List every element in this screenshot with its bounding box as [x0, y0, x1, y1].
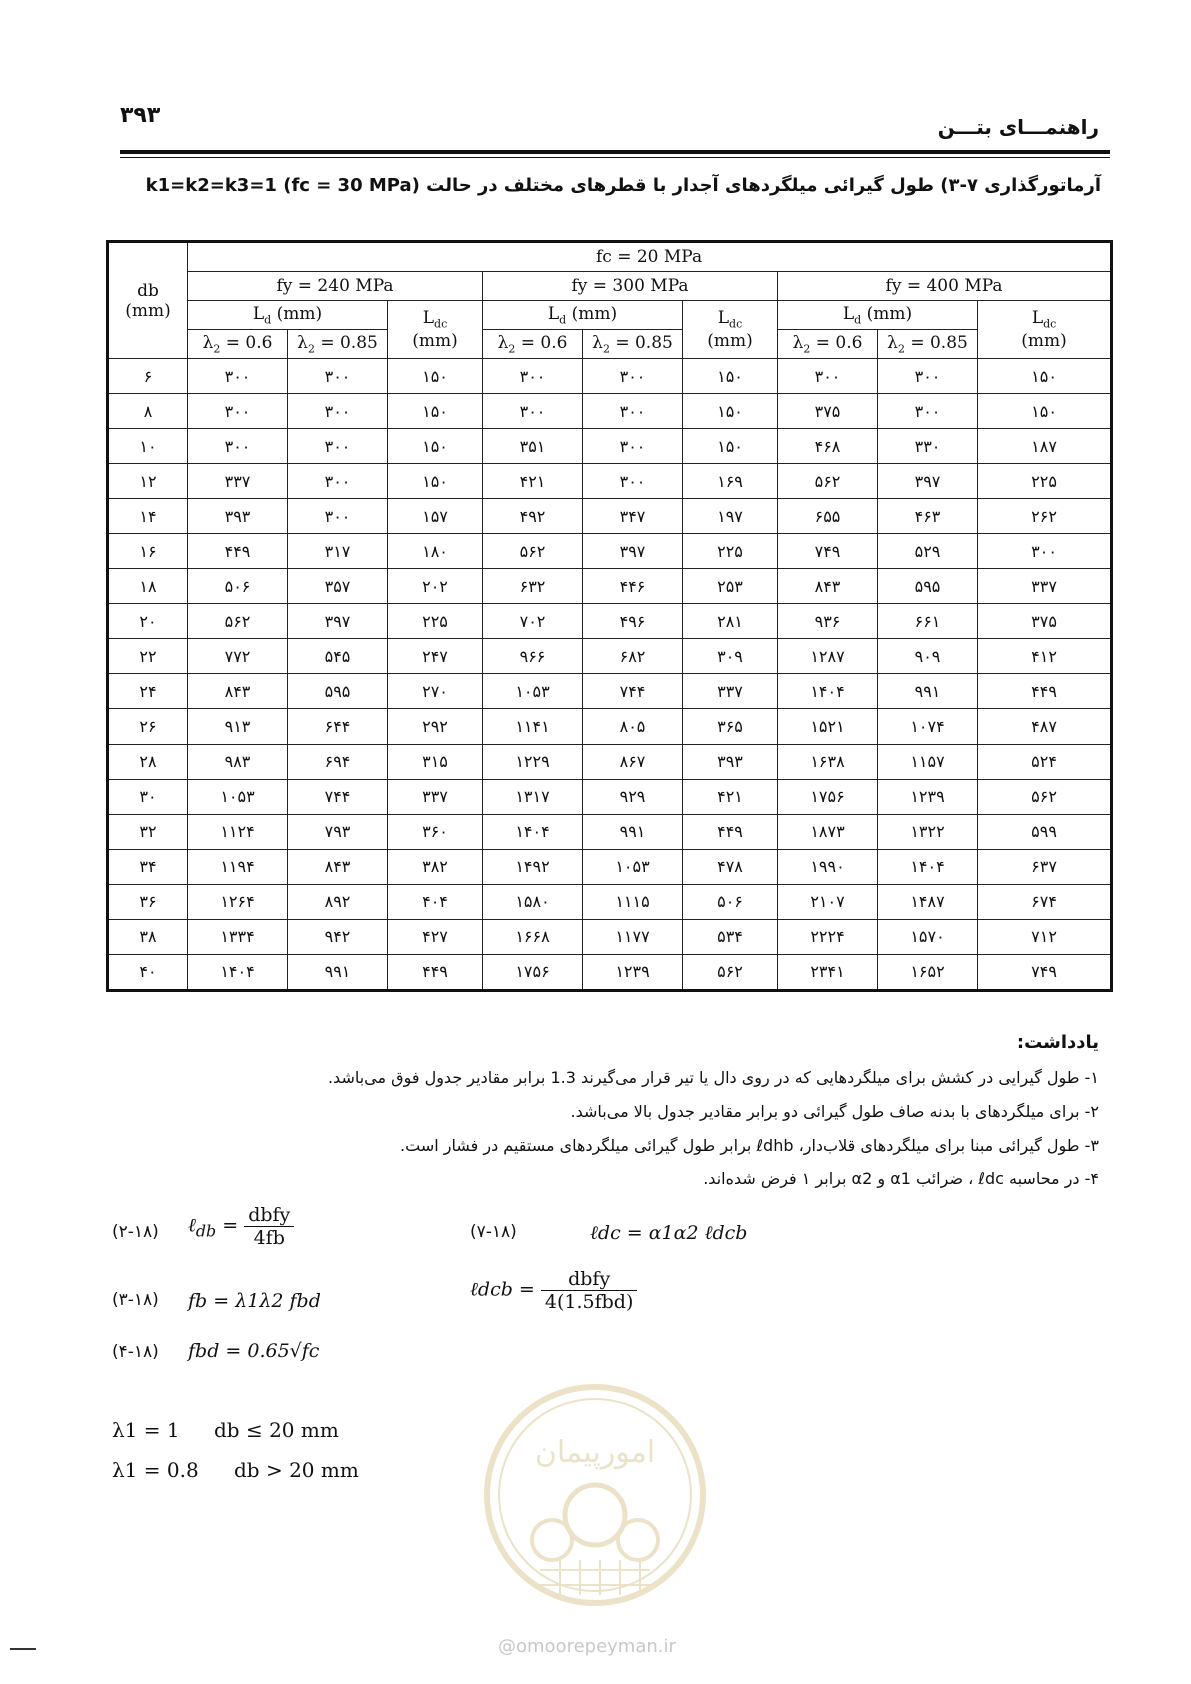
table-cell: ۳۰۰ [583, 394, 683, 429]
table-cell: ۳۳۷ [188, 464, 288, 499]
table-cell: ۳۰۰ [288, 429, 388, 464]
table-cell: ۱۷۵۶ [483, 954, 583, 990]
table-cell: ۴۸۷ [978, 709, 1112, 744]
watermark-url: @omoorepeyman.ir [498, 1636, 676, 1657]
db-cell: ۳۲ [108, 814, 188, 849]
table-cell: ۲۲۵ [683, 534, 778, 569]
table-cell: ۱۶۵۲ [878, 954, 978, 990]
table-cell: ۳۳۷ [683, 674, 778, 709]
table-cell: ۵۰۶ [683, 884, 778, 919]
table-cell: ۱۳۲۲ [878, 814, 978, 849]
table-cell: ۳۹۳ [683, 744, 778, 779]
ldc-header-2: $L_{dc}$ (mm) [683, 301, 778, 359]
table-cell: ۱۰۵۳ [483, 674, 583, 709]
table-row [108, 429, 1112, 464]
table-cell: ۳۹۷ [288, 604, 388, 639]
table-cell: ۸۴۳ [188, 674, 288, 709]
table-cell: ۳۱۵ [388, 744, 483, 779]
table-cell: ۵۲۹ [878, 534, 978, 569]
table-cell: ۳۰۰ [188, 429, 288, 464]
page-number: ۳۹۳ [120, 103, 161, 128]
table-row [108, 499, 1112, 534]
table-cell: ۴۴۹ [388, 954, 483, 990]
table-cell: ۲۵۳ [683, 569, 778, 604]
eq-dcb-fraction [541, 1268, 638, 1313]
table-cell: ۲۲۵ [978, 464, 1112, 499]
eq-2-18-lhs: ℓ [188, 1214, 196, 1237]
table-cell: ۱۵۰ [978, 359, 1112, 394]
table-cell: ۱۱۵۷ [878, 744, 978, 779]
table-row [108, 359, 1112, 394]
db-unit: (mm) [125, 300, 171, 321]
table-cell: ۱۵۰ [978, 394, 1112, 429]
table-cell: ۱۴۹۲ [483, 849, 583, 884]
table-body [108, 359, 1112, 991]
table-cell: ۱۸۷ [978, 429, 1112, 464]
table-cell: ۲۶۲ [978, 499, 1112, 534]
table-cell: ۱۵۷۰ [878, 919, 978, 954]
table-cell: ۱۵۸۰ [483, 884, 583, 919]
table-cell: ۲۷۰ [388, 674, 483, 709]
note-4: ۴- در محاسبه ℓdc ، ضرائب α1 و α2 برابر ۱ فرض شده‌اند. [703, 1169, 1099, 1188]
table-cell: ۳۰۰ [188, 394, 288, 429]
table-cell: ۹۶۶ [483, 639, 583, 674]
fy-header-3: fy = 400 MPa [778, 272, 1112, 301]
note-2: ۲- برای میلگردهای با بدنه صاف طول گیرائی دو برابر مقادیر جدول بالا می‌باشد. [570, 1102, 1099, 1121]
ld-header-3: $L_d$ (mm) [778, 301, 978, 330]
table-cell: ۳۹۷ [878, 464, 978, 499]
table-cell: ۳۰۰ [878, 359, 978, 394]
table-cell: ۳۳۷ [388, 779, 483, 814]
db-cell: ۴۰ [108, 954, 188, 990]
table-caption [146, 175, 1101, 196]
table-cell: ۶۶۱ [878, 604, 978, 639]
table-cell: ۷۴۹ [978, 954, 1112, 990]
table-cell: ۸۴۳ [778, 569, 878, 604]
table-cell: ۲۲۵ [388, 604, 483, 639]
table-cell: ۱۴۰۴ [878, 849, 978, 884]
caption-main: آرماتورگذاری ۷-۳) طول گیرائی میلگردهای آجدار با قطرهای مختلف در حالت k1=k2=k3=1 [145, 175, 1101, 196]
lambda-header-3-2: $\lambda_2 = 0.85$ [878, 330, 978, 359]
table-cell: ۶۳۷ [978, 849, 1112, 884]
table-row [108, 464, 1112, 499]
table-cell: ۳۳۰ [878, 429, 978, 464]
eq-7-18-number: (۷-۱۸) [470, 1222, 517, 1242]
lambda-header-3-1: $\lambda_2 = 0.6$ [778, 330, 878, 359]
db-cell: ۲۶ [108, 709, 188, 744]
table-cell: ۷۷۲ [188, 639, 288, 674]
table-cell: ۵۶۲ [683, 954, 778, 990]
table-cell: ۱۱۷۷ [583, 919, 683, 954]
table-cell: ۵۹۵ [288, 674, 388, 709]
eq-3-18-number: (۳-۱۸) [112, 1290, 159, 1310]
table-row [108, 744, 1112, 779]
table-cell: ۲۹۲ [388, 709, 483, 744]
table-row [108, 534, 1112, 569]
table-cell: ۴۷۸ [683, 849, 778, 884]
table-cell: ۹۹۱ [583, 814, 683, 849]
table-cell: ۴۰۴ [388, 884, 483, 919]
table-cell: ۶۵۵ [778, 499, 878, 534]
seal-logo-icon [480, 1380, 710, 1610]
table-cell: ۴۹۶ [583, 604, 683, 639]
table-cell: ۵۰۶ [188, 569, 288, 604]
fc-header: fc = 20 MPa [188, 242, 1112, 272]
ldc-header-1: $L_{dc}$ (mm) [388, 301, 483, 359]
note-3: ۳- طول گیرائی مبنا برای میلگردهای قلاب‌دار، ℓdhb برابر طول گیرائی میلگردهای مستقیم در فشار است. [400, 1136, 1099, 1155]
table-row [108, 639, 1112, 674]
table-cell: ۶۷۴ [978, 884, 1112, 919]
table-cell: ۴۱۲ [978, 639, 1112, 674]
table-cell: ۱۶۹ [683, 464, 778, 499]
table-cell: ۴۴۶ [583, 569, 683, 604]
table-row [108, 779, 1112, 814]
lambda-header-1-2: $\lambda_2 = 0.85$ [288, 330, 388, 359]
db-cell: ۲۸ [108, 744, 188, 779]
table-cell: ۳۰۰ [483, 359, 583, 394]
table-cell: ۹۹۱ [288, 954, 388, 990]
table-cell: ۱۵۰ [683, 359, 778, 394]
table-cell: ۲۸۱ [683, 604, 778, 639]
fy-header-1: fy = 240 MPa [188, 272, 483, 301]
table-cell: ۴۲۱ [683, 779, 778, 814]
table-cell: ۵۴۵ [288, 639, 388, 674]
table-cell: ۷۹۳ [288, 814, 388, 849]
table-cell: ۳۰۰ [583, 464, 683, 499]
table-cell: ۵۹۹ [978, 814, 1112, 849]
eq-dcb-lhs: ℓdcb = [470, 1278, 535, 1301]
table-cell: ۱۰۵۳ [583, 849, 683, 884]
table-cell: ۸۶۷ [583, 744, 683, 779]
table-cell: ۵۳۴ [683, 919, 778, 954]
table-cell: ۸۰۵ [583, 709, 683, 744]
caption-condition: (fc = 30 MPa) [283, 175, 420, 196]
table-cell: ۹۳۶ [778, 604, 878, 639]
table-cell: ۷۴۴ [583, 674, 683, 709]
table-cell: ۱۰۵۳ [188, 779, 288, 814]
eq-2-18-number: (۲-۱۸) [112, 1222, 159, 1242]
table-cell: ۱۸۰ [388, 534, 483, 569]
eq-2-18-numerator: dbfy [244, 1204, 294, 1227]
table-row [108, 709, 1112, 744]
table-cell: ۳۰۰ [583, 359, 683, 394]
table-cell: ۱۲۶۴ [188, 884, 288, 919]
table-cell: ۳۶۵ [683, 709, 778, 744]
table-cell: ۴۴۹ [978, 674, 1112, 709]
table-cell: ۱۵۷ [388, 499, 483, 534]
table-cell: ۳۰۰ [583, 429, 683, 464]
table-cell: ۶۹۴ [288, 744, 388, 779]
table-row [108, 884, 1112, 919]
table-cell: ۱۵۰ [388, 359, 483, 394]
table-cell: ۱۴۰۴ [778, 674, 878, 709]
condition-1-range: db ≤ 20 mm [214, 1418, 339, 1442]
eq-7-18: ℓdc = α1α2 ℓdcb [590, 1222, 748, 1244]
db-header: db [137, 280, 159, 301]
table-cell: ۳۰۰ [188, 359, 288, 394]
db-cell: ۳۴ [108, 849, 188, 884]
table-cell: ۵۲۴ [978, 744, 1112, 779]
notes-title: یادداشت: [1016, 1032, 1099, 1053]
condition-2-range: db > 20 mm [234, 1458, 359, 1482]
development-length-table [106, 240, 1113, 992]
db-cell: ۸ [108, 394, 188, 429]
table-cell: ۱۷۵۶ [778, 779, 878, 814]
db-cell: ۱۶ [108, 534, 188, 569]
table-cell: ۱۹۷ [683, 499, 778, 534]
table-cell: ۱۵۰ [683, 394, 778, 429]
table-cell: ۲۰۲ [388, 569, 483, 604]
db-cell: ۱۰ [108, 429, 188, 464]
ldc-header-3: $L_{dc}$ (mm) [978, 301, 1112, 359]
db-cell: ۶ [108, 359, 188, 394]
table-cell: ۱۵۰ [388, 429, 483, 464]
table-cell: ۱۶۶۸ [483, 919, 583, 954]
table-row [108, 394, 1112, 429]
table-cell: ۹۱۳ [188, 709, 288, 744]
table-cell: ۴۲۱ [483, 464, 583, 499]
table-cell: ۲۲۲۴ [778, 919, 878, 954]
table-row [108, 604, 1112, 639]
corner-mark [10, 1648, 36, 1650]
table-cell: ۳۸۲ [388, 849, 483, 884]
table-cell: ۳۱۷ [288, 534, 388, 569]
table-cell: ۶۳۲ [483, 569, 583, 604]
table-cell: ۳۵۱ [483, 429, 583, 464]
header-rule-thick [120, 150, 1110, 154]
table-row [108, 814, 1112, 849]
table-cell: ۲۴۷ [388, 639, 483, 674]
table-cell: ۱۲۳۹ [583, 954, 683, 990]
table-cell: ۳۷۵ [978, 604, 1112, 639]
table-cell: ۱۲۲۹ [483, 744, 583, 779]
table-cell: ۱۱۱۵ [583, 884, 683, 919]
table-row [108, 674, 1112, 709]
table-row [108, 954, 1112, 990]
development-length-table-wrapper [106, 240, 1110, 992]
table-cell: ۴۴۹ [188, 534, 288, 569]
table-cell: ۵۶۲ [978, 779, 1112, 814]
table-cell: ۳۰۰ [288, 394, 388, 429]
condition-1-lambda: λ1 = 1 [112, 1418, 180, 1442]
table-cell: ۳۷۵ [778, 394, 878, 429]
table-cell: ۲۳۴۱ [778, 954, 878, 990]
table-cell: ۵۹۵ [878, 569, 978, 604]
table-cell: ۱۰۷۴ [878, 709, 978, 744]
eq-dcb-denominator: 4(1.5fbd) [544, 1291, 634, 1313]
table-row [108, 919, 1112, 954]
lambda-header-1-1: $\lambda_2 = 0.6$ [188, 330, 288, 359]
eq-3-18: fb = λ1λ2 fbd [188, 1290, 321, 1312]
db-header-cell [108, 242, 188, 359]
table-cell: ۸۹۲ [288, 884, 388, 919]
table-cell: ۳۰۹ [683, 639, 778, 674]
table-cell: ۴۴۹ [683, 814, 778, 849]
table-cell: ۳۹۷ [583, 534, 683, 569]
header-rule-thin [120, 157, 1110, 158]
lambda-header-row [108, 330, 1112, 359]
table-cell: ۱۲۳۹ [878, 779, 978, 814]
db-cell: ۳۸ [108, 919, 188, 954]
table-cell: ۴۹۲ [483, 499, 583, 534]
lambda-header-2-2: $\lambda_2 = 0.85$ [583, 330, 683, 359]
table-cell: ۳۰۰ [288, 464, 388, 499]
table-cell: ۱۸۷۳ [778, 814, 878, 849]
table-cell: ۱۳۳۴ [188, 919, 288, 954]
table-cell: ۳۰۰ [288, 499, 388, 534]
table-cell: ۳۶۰ [388, 814, 483, 849]
db-cell: ۱۴ [108, 499, 188, 534]
table-cell: ۳۳۷ [978, 569, 1112, 604]
table-row [108, 569, 1112, 604]
table-cell: ۲۱۰۷ [778, 884, 878, 919]
table-cell: ۹۸۳ [188, 744, 288, 779]
db-cell: ۲۴ [108, 674, 188, 709]
table-cell: ۹۴۲ [288, 919, 388, 954]
table-cell: ۳۴۷ [583, 499, 683, 534]
eq-2-18: ℓ$_{db}$ = $\frac{\text{dbfy}}{4fb}$ [188, 1204, 294, 1249]
table-cell: ۳۰۰ [778, 359, 878, 394]
table-cell: ۵۶۲ [483, 534, 583, 569]
table-cell: ۶۸۲ [583, 639, 683, 674]
table-cell: ۳۰۰ [978, 534, 1112, 569]
db-cell: ۱۸ [108, 569, 188, 604]
eq-dcb [470, 1268, 637, 1313]
book-title: راهنمـــای بتـــن [937, 115, 1099, 139]
table-cell: ۳۵۷ [288, 569, 388, 604]
table-row [108, 849, 1112, 884]
table-cell: ۳۰۰ [288, 359, 388, 394]
table-cell: ۱۶۳۸ [778, 744, 878, 779]
ld-header-1: $L_d$ (mm) [188, 301, 388, 330]
fy-header-2: fy = 300 MPa [483, 272, 778, 301]
table-cell: ۱۵۲۱ [778, 709, 878, 744]
table-cell: ۴۲۷ [388, 919, 483, 954]
db-cell: ۳۰ [108, 779, 188, 814]
seal-text: امورپیمان [534, 1435, 656, 1470]
db-cell: ۲۰ [108, 604, 188, 639]
note-1: ۱- طول گیرایی در کشش برای میلگردهایی که در روی دال یا تیر قرار می‌گیرند 1.3 برابر مقادیر جدول فوق می‌باشد. [327, 1068, 1099, 1087]
table-cell: ۱۵۰ [683, 429, 778, 464]
table-cell: ۶۴۴ [288, 709, 388, 744]
table-cell: ۳۰۰ [878, 394, 978, 429]
table-cell: ۷۰۲ [483, 604, 583, 639]
eq-2-18-lhs-sub: db [195, 1221, 217, 1241]
table-cell: ۱۹۹۰ [778, 849, 878, 884]
table-cell: ۱۱۲۴ [188, 814, 288, 849]
table-cell: ۹۰۹ [878, 639, 978, 674]
table-cell: ۱۵۰ [388, 394, 483, 429]
table-cell: ۷۴۴ [288, 779, 388, 814]
db-cell: ۳۶ [108, 884, 188, 919]
table-cell: ۷۱۲ [978, 919, 1112, 954]
db-cell: ۱۲ [108, 464, 188, 499]
table-cell: ۱۴۰۴ [483, 814, 583, 849]
table-cell: ۷۴۹ [778, 534, 878, 569]
table-cell: ۳۰۰ [483, 394, 583, 429]
table-cell: ۵۶۲ [188, 604, 288, 639]
table-cell: ۱۳۱۷ [483, 779, 583, 814]
table-cell: ۱۱۹۴ [188, 849, 288, 884]
table-cell: ۱۴۰۴ [188, 954, 288, 990]
table-cell: ۹۲۹ [583, 779, 683, 814]
eq-dcb-numerator: dbfy [541, 1268, 638, 1291]
eq-2-18-denominator: 4fb [253, 1227, 285, 1249]
eq-4-18-number: (۴-۱۸) [112, 1342, 159, 1362]
db-cell: ۲۲ [108, 639, 188, 674]
table-cell: ۱۱۴۱ [483, 709, 583, 744]
lambda-header-2-1: $\lambda_2 = 0.6$ [483, 330, 583, 359]
table-cell: ۴۶۸ [778, 429, 878, 464]
table-cell: ۸۴۳ [288, 849, 388, 884]
eq-4-18: fbd = 0.65√fc [188, 1340, 320, 1362]
table-cell: ۹۹۱ [878, 674, 978, 709]
table-cell: ۵۶۲ [778, 464, 878, 499]
table-cell: ۱۴۸۷ [878, 884, 978, 919]
table-cell: ۳۹۳ [188, 499, 288, 534]
condition-2-lambda: λ1 = 0.8 [112, 1458, 199, 1482]
table-cell: ۱۵۰ [388, 464, 483, 499]
ld-header-2: $L_d$ (mm) [483, 301, 683, 330]
ld-header-row [108, 301, 1112, 330]
table-cell: ۴۶۳ [878, 499, 978, 534]
eq-2-18-fraction [244, 1204, 294, 1249]
table-cell: ۱۲۸۷ [778, 639, 878, 674]
